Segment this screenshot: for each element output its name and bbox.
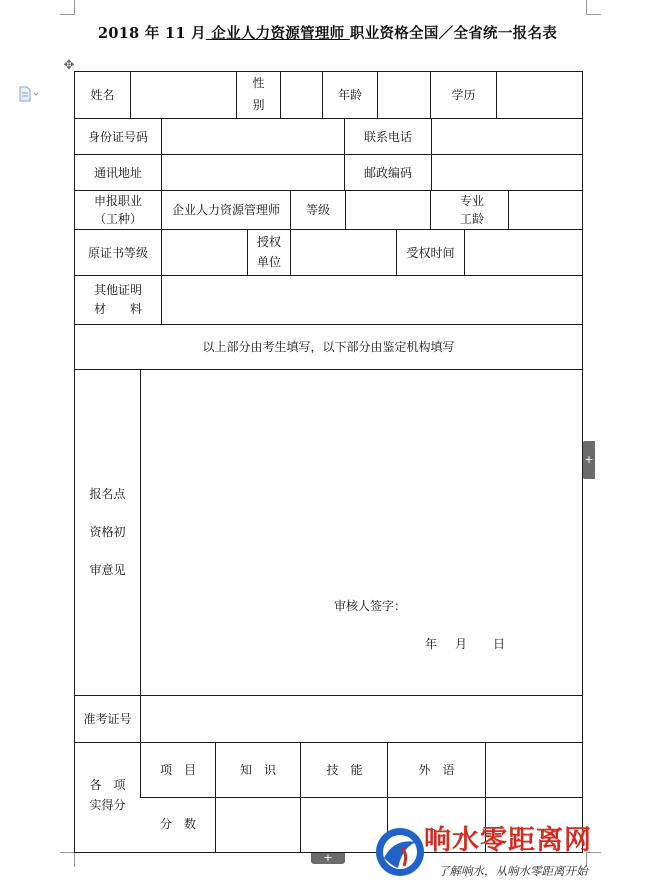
gender-input-cell[interactable] xyxy=(280,71,323,119)
review-label-2: 资格初 xyxy=(89,525,126,539)
foreign-lang-label: 外 语 xyxy=(418,763,455,777)
age-label: 年龄 xyxy=(337,88,362,102)
other-docs-label-1: 其他证明 xyxy=(93,282,142,297)
site-watermark xyxy=(372,820,652,890)
review-opinion-cell[interactable] xyxy=(140,369,583,696)
date-day: 日 xyxy=(492,637,505,651)
name-label: 姓名 xyxy=(90,88,115,102)
item-label: 项 目 xyxy=(159,763,196,777)
other-docs-input-cell[interactable] xyxy=(161,275,583,325)
id-input-cell[interactable] xyxy=(161,118,345,155)
education-input-cell[interactable] xyxy=(496,71,583,119)
score-label-1: 各 项 xyxy=(89,778,126,792)
auth-unit-label-2: 单位 xyxy=(256,255,281,269)
admission-input-cell[interactable] xyxy=(140,695,583,743)
watermark-brand: 响水零距离网 xyxy=(424,825,592,856)
phone-label: 联系电话 xyxy=(363,129,412,144)
divider-note: 以上部分由考生填写，以下部分由鉴定机构填写 xyxy=(202,340,455,354)
level-input-cell[interactable] xyxy=(345,190,431,230)
occupation-value: 企业人力资源管理师 xyxy=(171,203,280,217)
orig-cert-input-cell[interactable] xyxy=(161,229,248,276)
review-label-1: 报名点 xyxy=(89,487,126,501)
auth-unit-label-1: 授权 xyxy=(256,235,281,249)
side-expand-icon[interactable]: + xyxy=(583,441,595,479)
education-label: 学历 xyxy=(451,88,476,102)
auth-time-input-cell[interactable] xyxy=(464,229,583,276)
watermark-logo-icon xyxy=(372,824,430,880)
reviewer-signature-label: 审核人签字： xyxy=(333,599,406,613)
skill-label: 技 能 xyxy=(326,763,363,777)
other-docs-label-2: 材 料 xyxy=(93,301,142,316)
table-move-handle-icon[interactable]: ✥ xyxy=(63,58,75,73)
work-years-input-cell[interactable] xyxy=(508,190,583,230)
title-date: 2018 年 11 月 xyxy=(97,25,206,42)
gender-label-1: 性 xyxy=(252,76,265,90)
id-label: 身份证号码 xyxy=(87,129,148,144)
name-input-cell[interactable] xyxy=(130,71,237,119)
review-label-3: 审意见 xyxy=(89,563,126,577)
postcode-input-cell[interactable] xyxy=(431,154,583,191)
knowledge-score-cell[interactable] xyxy=(216,798,300,852)
postcode-label: 邮政编码 xyxy=(363,165,412,180)
level-label: 等级 xyxy=(305,203,330,217)
orig-cert-label: 原证书等级 xyxy=(87,245,148,260)
address-input-cell[interactable] xyxy=(161,154,345,191)
admission-label: 准考证号 xyxy=(83,712,132,726)
knowledge-label: 知 识 xyxy=(239,763,276,777)
score-label-2: 实得分 xyxy=(89,798,126,812)
address-label: 通讯地址 xyxy=(93,165,142,180)
bottom-add-icon[interactable]: + xyxy=(311,852,345,864)
gender-label-2: 别 xyxy=(252,98,265,112)
watermark-slogan: 了解响水，从响水零距离开始 xyxy=(438,864,588,878)
date-year: 年 xyxy=(424,637,437,651)
work-years-label-2: 工龄 xyxy=(459,211,484,226)
auth-unit-input-cell[interactable] xyxy=(290,229,397,276)
work-years-label-1: 专业 xyxy=(459,193,484,208)
date-month: 月 xyxy=(454,637,467,651)
score-row-label: 分 数 xyxy=(159,817,196,831)
occupation-label-1: 申报职业 xyxy=(93,193,142,208)
occupation-label-2: （工种） xyxy=(93,211,142,226)
phone-input-cell[interactable] xyxy=(431,118,583,155)
title-suffix: 职业资格全国／全省统一报名表 xyxy=(349,25,558,42)
title-occupation: 企业人力资源管理师 xyxy=(205,25,350,42)
age-input-cell[interactable] xyxy=(377,71,431,119)
auth-time-label: 受权时间 xyxy=(406,245,455,260)
